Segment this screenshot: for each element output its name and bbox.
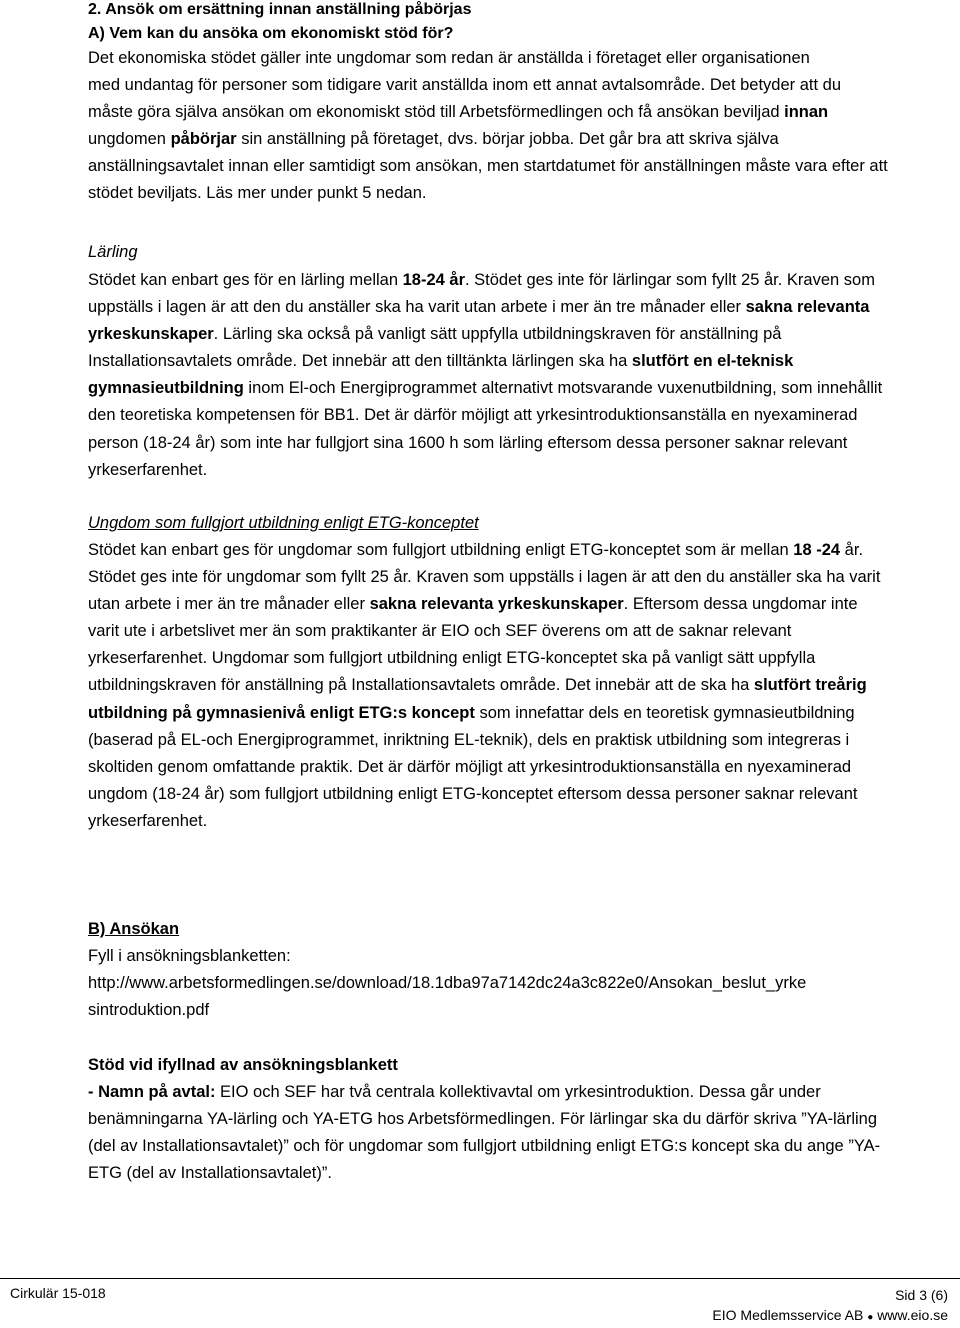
intro-line-2: med undantag för personer som tidigare varit anställda inom ett annat avtalsområde. Det betyder att du måste göra själva ansökan om ekonomiskt stöd till Arbetsförmedlingen och få ansökan beviljad innan ungdomen påbörjar sin anställning på företaget, dvs. börjar jobba. Det går bra att skriva själva anställningsavtalet innan eller samtidigt som ansökan, men startdatumet för anställningen måste vara efter att stödet beviljats. Läs mer under punkt 5 nedan. [88,76,888,202]
ansokan-url-line-1[interactable]: http://www.arbetsformedlingen.se/download/18.1dba97a7142dc24a3c822e0/Ansokan_beslut_yrke [88,974,807,992]
ansokan-title: B) Ansökan [88,920,180,938]
larling-paragraph: Stödet kan enbart ges för en lärling mellan 18-24 år. Stödet ges inte för lärlingar som fyllt 25 år. Kraven som uppställs i lagen är att den du anställer ska ha varit utan arbete i mer än tre månader eller sakna relevanta yrkeskunskaper. Lärling ska också på vanligt sätt uppfylla utbildningskraven för anställning på Installationsavtalets område. Det innebär att den tilltänkta lärlingen ska ha slutfört en el-teknisk gymnasieutbildning inom El-och Energiprogrammet alternativt motsvarande vuxenutbildning, som innehållit den teoretiska kompetensen för BB1. Det är därför möjligt att yrkesintroduktionsanställa en nyexaminerad person (18-24 år) som inte har fullgjort sina 1600 h som lärling eftersom dessa personer saknar relevant yrkeserfarenhet. [88,271,883,479]
section-title: 2. Ansök om ersättning innan anställning påbörjas [88,1,472,18]
subsection-title: A) Vem kan du ansöka om ekonomiskt stöd för? [88,25,454,42]
footer-right [712,1285,948,1328]
ansokan-url-line-2[interactable]: sintroduktion.pdf [88,1001,210,1020]
page-footer [0,1278,960,1323]
etg-title: Ungdom som fullgjort utbildning enligt ETG-konceptet [88,514,479,532]
footer-org-line: EIO Medlemsservice AB ● www.eio.se [712,1307,948,1323]
intro-line-1: Det ekonomiska stödet gäller inte ungdomar som redan är anställda i företaget eller organisationen [88,49,810,67]
bullet-icon: ● [867,1312,874,1323]
footer-circular-number: Cirkulär 15-018 [10,1285,106,1301]
stod-paragraph: - Namn på avtal: EIO och SEF har två centrala kollektivavtal om yrkesintroduktion. Dessa går under benämningarna YA-lärling och YA-ETG hos Arbetsförmedlingen. För lärlingar ska du därför skriva ”YA-lärling (del av Installationsavtalet)” och för ungdomar som fullgjort utbildning enligt ETG:s koncept ska du ange ”YA-ETG (del av Installationsavtalet)”. [88,1083,881,1183]
ansokan-url-link[interactable] [88,970,888,1024]
stod-title: Stöd vid ifyllnad av ansökningsblankett [88,1056,398,1074]
intro-paragraph [88,45,888,207]
larling-title: Lärling [88,243,138,261]
etg-paragraph: Stödet kan enbart ges för ungdomar som fullgjort utbildning enligt ETG-konceptet som är mellan 18 -24 år. Stödet ges inte för ungdomar som fyllt 25 år. Kraven som uppställs i lagen är att den du anställer ska ha varit utan arbete i mer än tre månader eller sakna relevanta yrkeskunskaper. Eftersom dessa ungdomar inte varit ute i arbetslivet mer än som praktikanter är EIO och SEF överens om att de saknar relevant yrkeserfarenhet. Ungdomar som fullgjort utbildning enligt ETG-konceptet ska på vanligt sätt uppfylla utbildningskraven för anställning på Installationsavtalets område. Det innebär att de ska ha slutfört treårig utbildning på gymnasienivå enligt ETG:s koncept som innefattar dels en teoretisk gymnasieutbildning (baserad på EL-och Energiprogrammet, inriktning EL-teknik), dels en praktisk utbildning som integreras i skoltiden genom omfattande praktik. Det är därför möjligt att yrkesintroduktionsanställa en nyexaminerad ungdom (18-24 år) som fullgjort utbildning enligt ETG-konceptet eftersom dessa personer saknar relevant yrkeserfarenhet. [88,541,881,830]
ansokan-instruction: Fyll i ansökningsblanketten: [88,947,291,965]
footer-page-number: Sid 3 (6) [895,1287,948,1303]
